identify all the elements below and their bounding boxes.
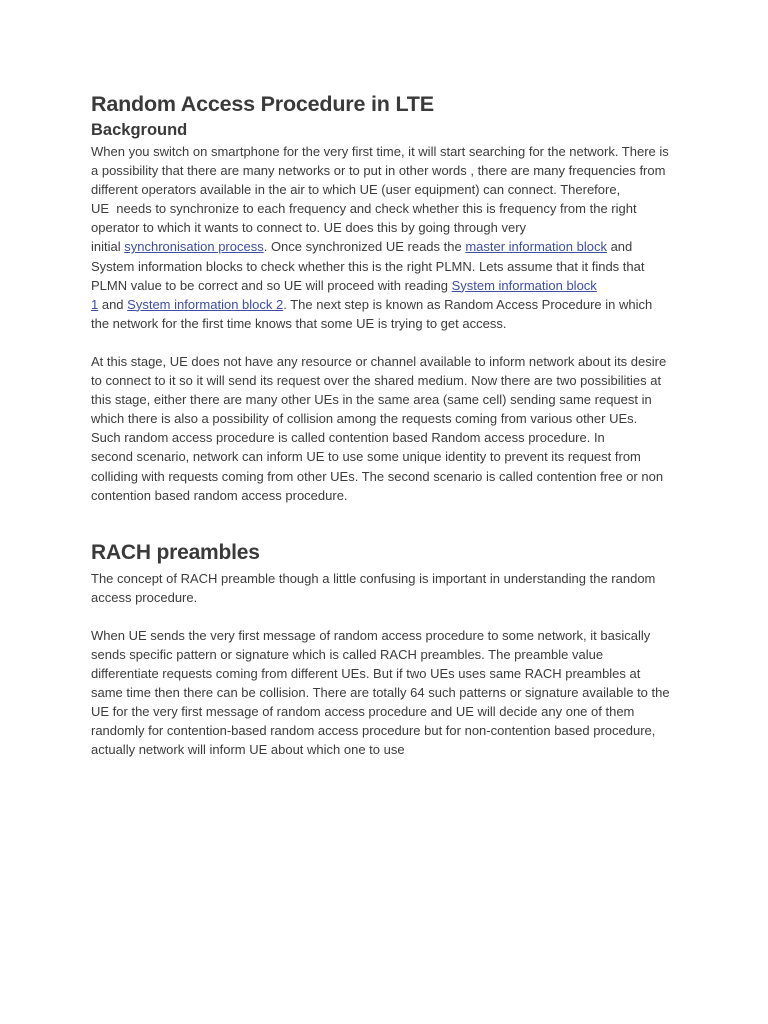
text-line: When you switch on smartphone for the very first time, it will start searching for the network. There is — [91, 144, 669, 159]
text-line: second scenario, network can inform UE to use some unique identity to prevent its request from — [91, 449, 641, 465]
background-paragraph-1 — [91, 142, 683, 333]
text-segment: . The next step is known as Random Access Procedure in which — [283, 296, 653, 312]
text-segment: and — [98, 296, 128, 312]
text-line: Such random access procedure is called contention based Random access procedure. In — [91, 430, 605, 446]
text-segment: PLMN value to be correct and so UE will proceed with reading — [91, 277, 452, 293]
text-line: contention based random access procedure. — [91, 487, 348, 503]
text-segment: and — [606, 239, 633, 255]
text-line: different operators available in the air to which UE (user equipment) can connect. Therefore, — [91, 182, 621, 198]
link-system-information-block-1-cont[interactable]: 1 — [91, 296, 99, 312]
text-line: which there is also a possibility of collision among the requests coming from various other UEs. — [91, 411, 638, 427]
document-page — [91, 90, 683, 760]
rach-heading: RACH preambles — [91, 540, 260, 564]
link-synchronisation-process[interactable]: synchronisation process — [124, 239, 264, 255]
text-line: access procedure. — [91, 589, 198, 605]
text-line: the network for the first time knows that some UE is trying to get access. — [91, 315, 507, 331]
text-line: to connect to it so it will send its request over the shared medium. Now there are two possibilities at — [91, 373, 662, 389]
text-segment: initial — [91, 239, 125, 255]
text-line: actually network will inform UE about which one to use — [91, 742, 405, 758]
text-line: colliding with requests coming from other UEs. The second scenario is called contention free or non — [91, 468, 664, 484]
text-line: When UE sends the very first message of random access procedure to some network, it basically — [91, 627, 651, 643]
text-line: At this stage, UE does not have any resource or channel available to inform network about its desire — [91, 353, 667, 369]
background-heading: Background — [91, 121, 188, 139]
text-line: randomly for contention-based random access procedure but for non-contention based procedure, — [91, 723, 656, 739]
link-system-information-block-2[interactable]: System information block 2 — [127, 296, 284, 312]
text-line: same time then there can be collision. There are totally 64 such patterns or signature available to the — [91, 685, 670, 701]
text-line: System information blocks to check whether this is the right PLMN. Lets assume that it finds that — [91, 258, 645, 274]
rach-paragraph-1 — [91, 569, 683, 607]
text-line: UE for the very first message of random access procedure and UE will decide any one of them — [91, 704, 635, 720]
link-master-information-block[interactable]: master information block — [465, 239, 607, 255]
background-paragraph-2 — [91, 352, 683, 505]
text-line: The concept of RACH preamble though a little confusing is important in understanding the random — [91, 570, 656, 586]
text-line: operator to which it wants to connect to. UE does this by going through very — [91, 220, 527, 236]
text-line: UE needs to synchronize to each frequency and check whether this is frequency from the right — [91, 201, 637, 217]
rach-paragraph-2 — [91, 626, 683, 760]
page-title: Random Access Procedure in LTE — [91, 92, 434, 116]
text-segment: . Once synchronized UE reads the — [263, 239, 466, 255]
text-line: a possibility that there are many networks or to put in other words , there are many frequencies from — [91, 163, 666, 179]
text-line: sends specific pattern or signature which is called RACH preambles. The preamble value — [91, 646, 604, 662]
link-system-information-block-1[interactable]: System information block — [451, 277, 597, 293]
text-line: differentiate requests coming from different UEs. But if two UEs uses same RACH preambles at — [91, 666, 641, 682]
text-line: this stage, either there are many other UEs in the same area (same cell) sending same request in — [91, 392, 652, 408]
